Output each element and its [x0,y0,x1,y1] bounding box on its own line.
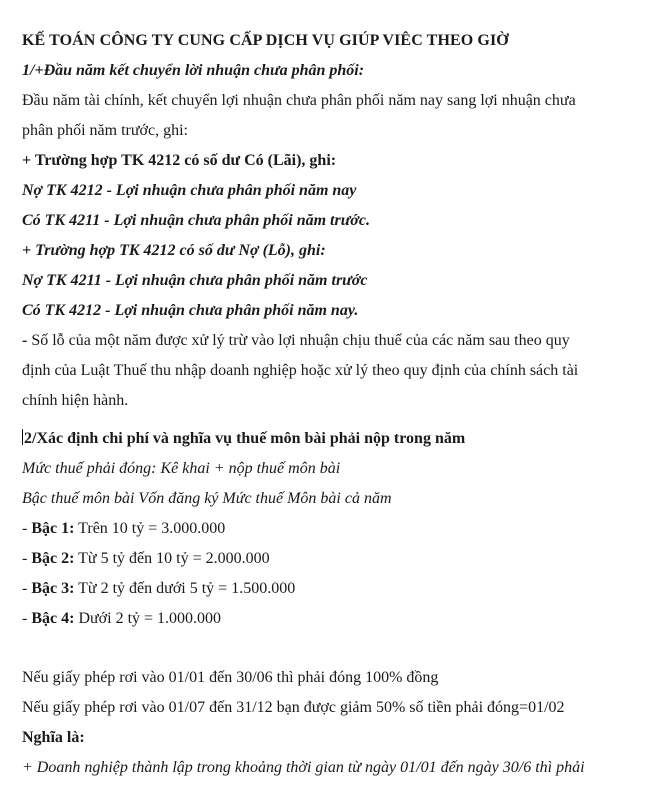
tier-prefix: - [22,550,32,567]
loss-note-line: chính hiện hành. [22,392,129,409]
tier-prefix: - [22,610,32,627]
meaning-line: + Doanh nghiệp thành lập trong khoảng thời gian từ ngày 01/01 đến ngày 30/6 thì phải [22,759,585,776]
tier-label: Bậc 1: [31,520,75,537]
document-body [22,26,658,783]
tier-line [22,574,658,604]
case-1-heading: + Trường hợp TK 4212 có số dư Có (Lãi), ghi: [22,152,337,169]
meaning-heading: Nghĩa là: [22,729,85,746]
license-rule-line: Nếu giấy phép rơi vào 01/01 đến 30/06 thì phải đóng 100% đồng [22,669,439,686]
tier-text: Dưới 2 tỷ = 1.000.000 [74,610,222,627]
paragraph-spacer [22,634,658,663]
tax-table-header-line: Bậc thuế môn bài Vốn đăng ký Mức thuế Môn bài cả năm [22,490,392,507]
tier-label: Bậc 3: [31,580,75,597]
section-1-paragraph-line: Đầu năm tài chính, kết chuyển lợi nhuận chưa phân phối năm nay sang lợi nhuận chưa [22,92,576,109]
document-title: KẾ TOÁN CÔNG TY CUNG CẤP DỊCH VỤ GIÚP VIÊC THEO GIỜ [22,32,509,49]
case-2-heading: + Trường hợp TK 4212 có số dư Nợ (Lỗ), ghi: [22,242,326,259]
license-rule-line: Nếu giấy phép rơi vào 01/07 đến 31/12 bạn được giảm 50% số tiền phải đóng=01/02 [22,699,565,716]
section-1-heading: 1/+Đầu năm kết chuyển lời nhuận chưa phân phối: [22,62,365,79]
tier-prefix: - [22,580,32,597]
text-cursor [22,429,23,445]
tier-prefix: - [22,520,32,537]
loss-note-line: định của Luật Thuế thu nhập doanh nghiệp hoặc xử lý theo quy định của chính sách tài [22,362,579,379]
tier-text: Trên 10 tỷ = 3.000.000 [74,520,226,537]
loss-note-line [22,326,658,356]
tier-line [22,514,658,544]
paragraph-spacer [22,416,658,424]
tier-label: Bậc 2: [31,550,75,567]
loss-note-text: Số lỗ của một năm được xử lý trừ vào lợi nhuận chịu thuế của các năm sau theo quy [27,332,570,349]
tier-text: Từ 5 tỷ đến 10 tỷ = 2.000.000 [74,550,270,567]
tier-label: Bậc 4: [31,610,75,627]
section-2-heading-text: 2/Xác định chi phí và nghĩa vụ thuế môn bài phải nộp trong năm [24,430,466,447]
case-1-debit-entry: Nợ TK 4212 - Lợi nhuận chưa phân phối năm nay [22,182,357,199]
section-2-heading[interactable] [22,424,658,454]
case-1-credit-entry: Có TK 4211 - Lợi nhuận chưa phân phối năm trước. [22,212,370,229]
case-2-debit-entry: Nợ TK 4211 - Lợi nhuận chưa phân phối năm trước [22,272,368,289]
tier-text: Từ 2 tỷ đến dưới 5 tỷ = 1.500.000 [74,580,296,597]
tax-amount-line: Mức thuế phải đóng: Kê khai + nộp thuế môn bài [22,460,341,477]
section-1-paragraph-line: phân phối năm trước, ghi: [22,122,188,139]
case-2-credit-entry: Có TK 4212 - Lợi nhuận chưa phân phối năm nay. [22,302,359,319]
tier-line [22,544,658,574]
loss-note-dash: - [22,332,28,349]
tier-line [22,604,658,634]
